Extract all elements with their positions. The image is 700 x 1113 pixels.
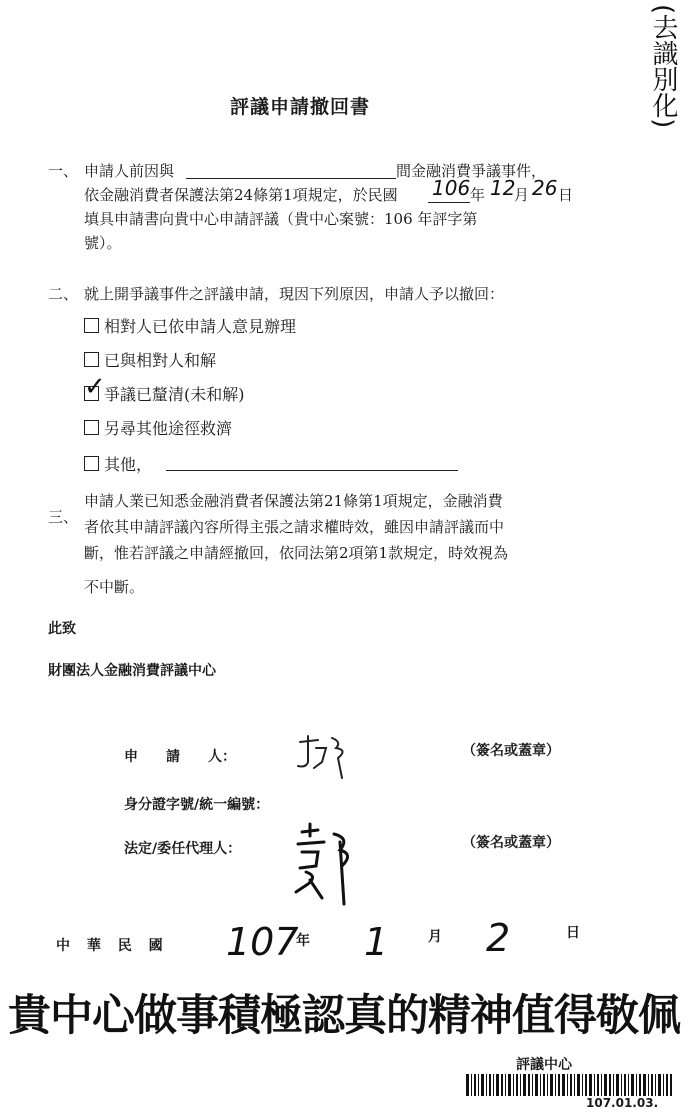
section3-line3: 斷，惟若評議之申請經撤回，依同法第2項第1款規定，時效視為 [84, 544, 509, 562]
filing-year-underline [428, 202, 470, 203]
option-label: 已與相對人和解 [104, 351, 217, 370]
section1-line3: 填具申請書向貴中心申請評議（貴中心案號：106 年評字第 [84, 210, 478, 228]
agent-label: 法定/委任代理人： [124, 841, 242, 857]
option-label: 爭議已釐清(未和解) [104, 385, 245, 404]
section3-line4: 不中斷。 [84, 578, 145, 596]
id-number-label: 身分證字號/統一編號： [124, 797, 270, 813]
date-day-handwritten: 2 [486, 916, 511, 960]
section3-line2: 者依其申請評議內容所得主張之請求權時效，雖因申請評議而中 [84, 518, 505, 536]
handwritten-corner-note: (去識別化) [648, 4, 678, 129]
option-label: 相對人已依申請人意見辦理 [104, 317, 297, 336]
applicant-label: 申 請 人： [124, 749, 236, 765]
date-year-handwritten: 107 [226, 920, 299, 964]
filing-year-handwritten: 106 [432, 176, 471, 200]
date-month-handwritten: 1 [364, 920, 389, 964]
section3-line1: 申請人業已知悉金融消費者保護法第21條第1項規定，金融消費 [84, 492, 503, 510]
agent-sign-note: （簽名或蓋章） [462, 835, 560, 851]
date-country-label: 中 華 民 國 [56, 938, 169, 954]
option-checkbox[interactable] [84, 420, 99, 435]
checkmark-icon: ✓ [84, 372, 106, 402]
option-checkbox[interactable] [84, 456, 99, 471]
stamp-label: 評議中心 [516, 1057, 572, 1073]
respondent-blank-line [186, 178, 396, 179]
section1-line4: 號）。 [84, 234, 122, 252]
section2-number: 二、 [48, 285, 79, 303]
section3-number: 三、 [48, 508, 79, 526]
recipient-name: 財團法人金融消費評議中心 [48, 663, 216, 679]
option-checkbox[interactable] [84, 352, 99, 367]
closing-salutation: 此致 [48, 621, 76, 637]
filing-year-unit: 年 [470, 186, 486, 204]
filing-day-handwritten: 26 [532, 176, 558, 200]
page-title: 評議申請撤回書 [230, 96, 371, 118]
filing-month-handwritten: 12 [490, 176, 516, 200]
date-year-unit: 年 [296, 933, 310, 949]
agent-signature [288, 822, 360, 906]
filing-day-unit: 日 [558, 186, 574, 204]
stamp-date: 107.01.03. [586, 1096, 659, 1110]
option-label: 其他， [104, 455, 153, 474]
section1-line2-prefix: 依金融消費者保護法第24條第1項規定，於民國 [84, 186, 398, 204]
option-checkbox[interactable] [84, 318, 99, 333]
section1-line1-prefix: 申請人前因與 [84, 162, 175, 180]
barcode [466, 1074, 672, 1096]
option-label: 另尋其他途徑救濟 [104, 419, 233, 438]
section2-intro: 就上開爭議事件之評議申請，現因下列原因，申請人予以撤回： [84, 285, 505, 303]
section1-number: 一、 [48, 162, 79, 180]
handwritten-comment: 貴中心做事積極認真的精神值得敬佩 [8, 991, 680, 1041]
section1-line1-suffix: 間金融消費爭議事件， [396, 162, 547, 180]
other-reason-blank-line [166, 470, 458, 471]
date-month-unit: 月 [428, 929, 442, 945]
applicant-sign-note: （簽名或蓋章） [462, 743, 560, 759]
filing-month-unit: 月 [514, 186, 530, 204]
date-day-unit: 日 [566, 925, 580, 941]
applicant-signature [292, 732, 362, 780]
